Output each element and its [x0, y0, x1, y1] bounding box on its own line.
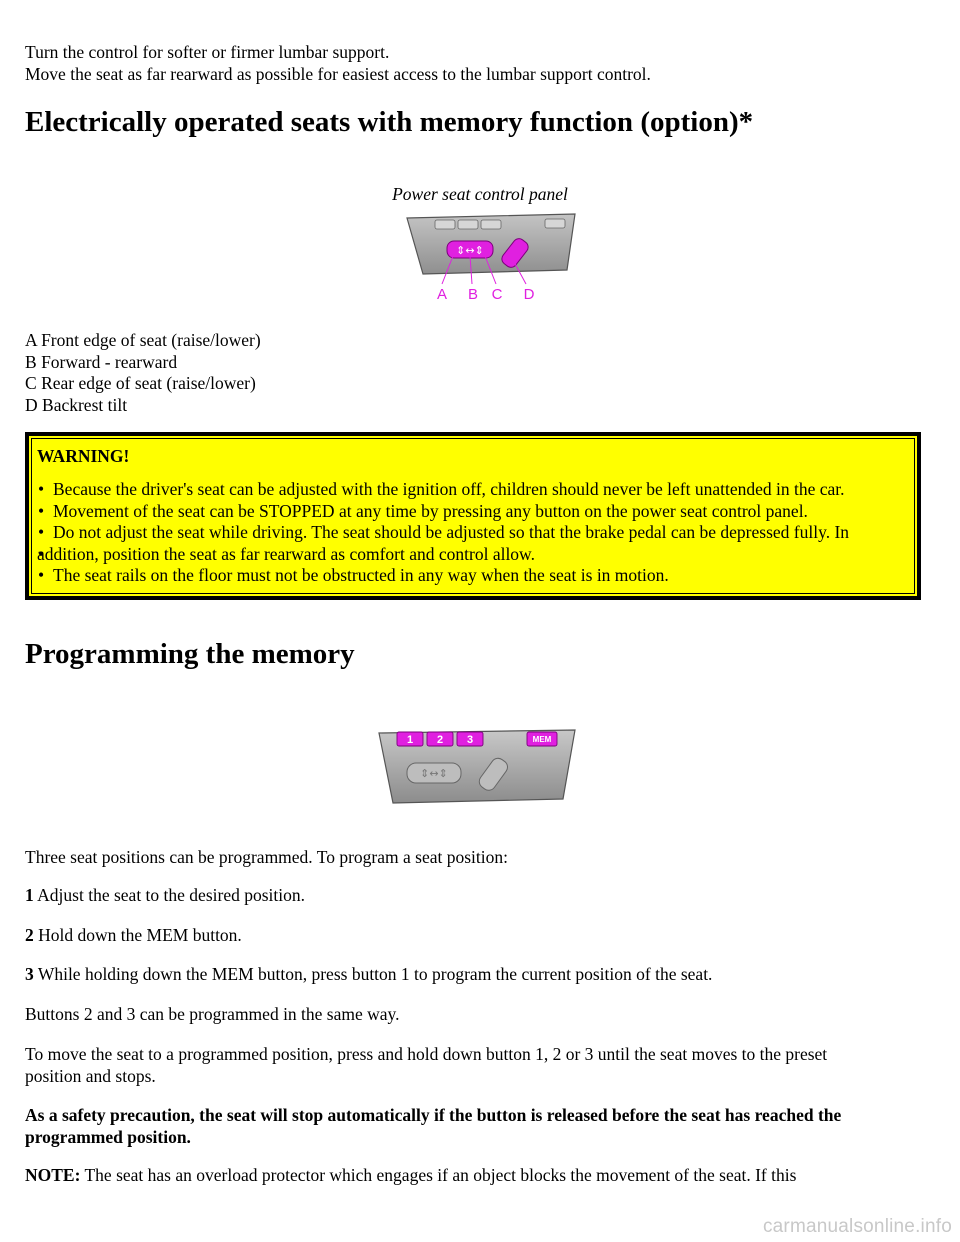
legend-item-a: A Front edge of seat (raise/lower): [25, 330, 261, 350]
figure-caption: Power seat control panel: [392, 184, 568, 204]
memory-button-2-label: 2: [436, 734, 444, 746]
warning-title: WARNING!: [37, 446, 130, 466]
memory-button-mem-label: MEM: [532, 735, 552, 744]
program-intro: Three seat positions can be programmed. To program a seat position:: [25, 847, 508, 867]
note-paragraph: [25, 1164, 796, 1186]
note-text: The seat has an overload protector which engages if an object blocks the movement of the seat. If this: [80, 1165, 797, 1185]
legend-item-c: C Rear edge of seat (raise/lower): [25, 373, 256, 393]
step-2: 2 Hold down the MEM button.: [25, 925, 242, 945]
warning-box: [25, 432, 921, 600]
move-text-line-2: position and stops.: [25, 1066, 156, 1086]
safety-text-line-2: programmed position.: [25, 1127, 191, 1147]
power-seat-panel-figure: [395, 208, 595, 308]
callout-b: B: [467, 286, 479, 303]
note-label: NOTE:: [25, 1165, 81, 1185]
legend-item-b: B Forward - rearward: [25, 351, 178, 372]
memory-button-3-label: 3: [466, 734, 474, 746]
same-way-text: Buttons 2 and 3 can be programmed in the same way.: [25, 1004, 400, 1024]
warning-item: • The seat rails on the floor must not be obstructed in any way when the seat is in motion.: [37, 565, 909, 587]
svg-text:⇕↔⇕: ⇕↔⇕: [420, 767, 448, 780]
warning-item: • Movement of the seat can be STOPPED at any time by pressing any button on the power seat control panel.: [37, 501, 909, 523]
intro-line-2: Move the seat as far rearward as possible for easiest access to the lumbar support control.: [25, 64, 651, 84]
callout-d: D: [523, 286, 535, 303]
step-1: 1 Adjust the seat to the desired position.: [25, 885, 305, 905]
callout-c: C: [491, 286, 503, 303]
memory-button-1-label: 1: [406, 734, 414, 746]
warning-list: [37, 479, 909, 587]
section-heading-electric-seats: Electrically operated seats with memory function (option)*: [25, 106, 754, 138]
warning-item-continuation: • addition, position the seat as far rearward as comfort and control allow.: [37, 544, 909, 566]
warning-item: • Do not adjust the seat while driving. The seat should be adjusted so that the brake pedal can be depressed fully. In: [37, 522, 909, 544]
step-3: 3 While holding down the MEM button, press button 1 to program the current position of the seat.: [25, 964, 713, 984]
intro-line-1: Turn the control for softer or firmer lumbar support.: [25, 42, 390, 62]
site-watermark: carmanualsonline.info: [762, 1216, 952, 1237]
memory-panel-figure: [377, 727, 577, 807]
warning-item: • Because the driver's seat can be adjusted with the ignition off, children should never be left unattended in the car.: [37, 479, 909, 501]
legend-item-d: D Backrest tilt: [25, 394, 128, 415]
section-heading-programming: Programming the memory: [25, 638, 355, 670]
svg-text:⇕↔⇕: ⇕↔⇕: [456, 244, 484, 257]
callout-a: A: [436, 286, 448, 303]
figure-legend: [25, 330, 261, 416]
safety-text-line-1: As a safety precaution, the seat will stop automatically if the button is released before the seat has reached the: [25, 1105, 842, 1125]
move-text-line-1: To move the seat to a programmed position, press and hold down button 1, 2 or 3 until the seat moves to the preset: [25, 1044, 828, 1064]
